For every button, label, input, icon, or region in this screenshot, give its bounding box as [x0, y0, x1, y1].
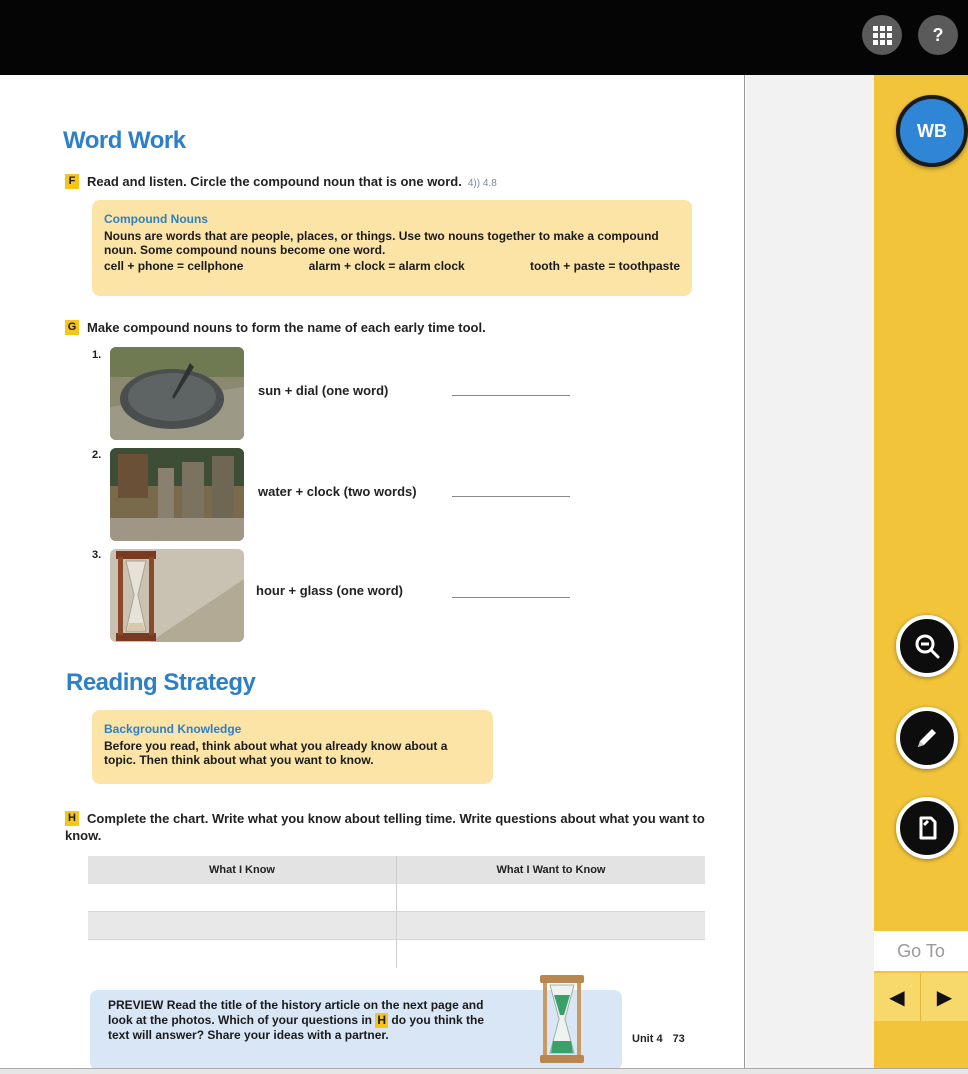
item-text: hour + glass (one word) [256, 583, 403, 598]
item-text: water + clock (two words) [258, 484, 417, 499]
answer-blank[interactable] [452, 395, 570, 396]
compound-examples [104, 259, 680, 273]
tip-body: Nouns are words that are people, places, or things. Use two nouns together to make a compound noun. Some compound nouns become one word. [104, 229, 659, 257]
know-want-chart [88, 856, 705, 968]
chart-row[interactable] [88, 940, 705, 968]
pen-button[interactable] [896, 707, 958, 769]
example-item: alarm + clock = alarm clock [308, 259, 465, 273]
apps-grid-button[interactable] [862, 15, 902, 55]
page-footer [632, 1033, 685, 1045]
sundial-photo [110, 347, 244, 440]
task-g [65, 319, 486, 336]
compound-nouns-tip [92, 200, 692, 296]
page-navigation [874, 973, 968, 1021]
chart-header-know: What I Know [88, 856, 397, 884]
reading-strategy-heading: Reading Strategy [66, 669, 256, 696]
page-number: 73 [672, 1033, 685, 1045]
hourglass-illustration [538, 975, 586, 1063]
task-h-text: Complete the chart. Write what you know about telling time. Write questions about what you want to know. [65, 811, 705, 843]
preview-text-before: Read the title of the history article on the next page and look at the photos. Which of your questions in [108, 998, 484, 1027]
side-toolbar [874, 75, 968, 1068]
task-h [65, 810, 705, 844]
item-number: 1. [92, 349, 102, 361]
pen-icon [912, 723, 942, 753]
previous-page-button[interactable]: ◀ [874, 973, 921, 1021]
background-knowledge-tip [92, 710, 493, 784]
zoom-out-button[interactable] [896, 615, 958, 677]
tip-body: Before you read, think about what you already know about a topic. Then think about what you want to know. [104, 739, 448, 767]
preview-h-chip: H [377, 1013, 387, 1027]
top-bar [0, 0, 968, 75]
note-icon [912, 813, 942, 843]
example-item: cell + phone = cellphone [104, 259, 244, 273]
task-f-text: Read and listen. Circle the compound noun that is one word. [87, 174, 462, 189]
chart-header-want: What I Want to Know [496, 864, 606, 876]
zoom-out-icon [912, 631, 942, 661]
item-number: 2. [92, 449, 102, 461]
answer-blank[interactable] [452, 496, 570, 497]
example-item: tooth + paste = toothpaste [529, 259, 680, 273]
note-button[interactable] [896, 797, 958, 859]
next-page-button[interactable]: ▶ [936, 986, 953, 1009]
help-button[interactable]: ? [918, 15, 958, 55]
water-clock-photo [110, 448, 244, 541]
task-letter-f: F [65, 174, 79, 189]
page-gutter [746, 75, 874, 1068]
tip-title: Compound Nouns [104, 212, 208, 226]
bottom-border [0, 1068, 968, 1074]
item-number: 3. [92, 549, 102, 561]
apps-grid-icon [873, 26, 892, 45]
workbook-button[interactable]: WB [896, 95, 968, 167]
item-text: sun + dial (one word) [258, 383, 389, 398]
task-letter-h: H [65, 811, 79, 826]
preview-text [108, 998, 508, 1043]
preview-text-after: do you think the text will answer? Share your ideas with a partner. [108, 1013, 485, 1042]
preview-label: PREVIEW [108, 998, 164, 1012]
workbook-page [0, 75, 745, 1068]
task-f [65, 173, 497, 192]
goto-input[interactable]: Go To [874, 931, 968, 971]
unit-label: Unit 4 [632, 1033, 663, 1045]
answer-blank[interactable] [452, 597, 570, 598]
task-g-text: Make compound nouns to form the name of each early time tool. [87, 320, 486, 335]
tip-title: Background Knowledge [104, 722, 242, 736]
task-letter-g: G [65, 320, 79, 335]
chart-row[interactable] [88, 912, 705, 940]
audio-track-icon[interactable]: 4)) 4.8 [467, 178, 497, 189]
chart-header [88, 856, 705, 884]
chart-row[interactable] [88, 884, 705, 912]
word-work-heading: Word Work [63, 127, 186, 154]
hourglass-photo [110, 549, 244, 642]
